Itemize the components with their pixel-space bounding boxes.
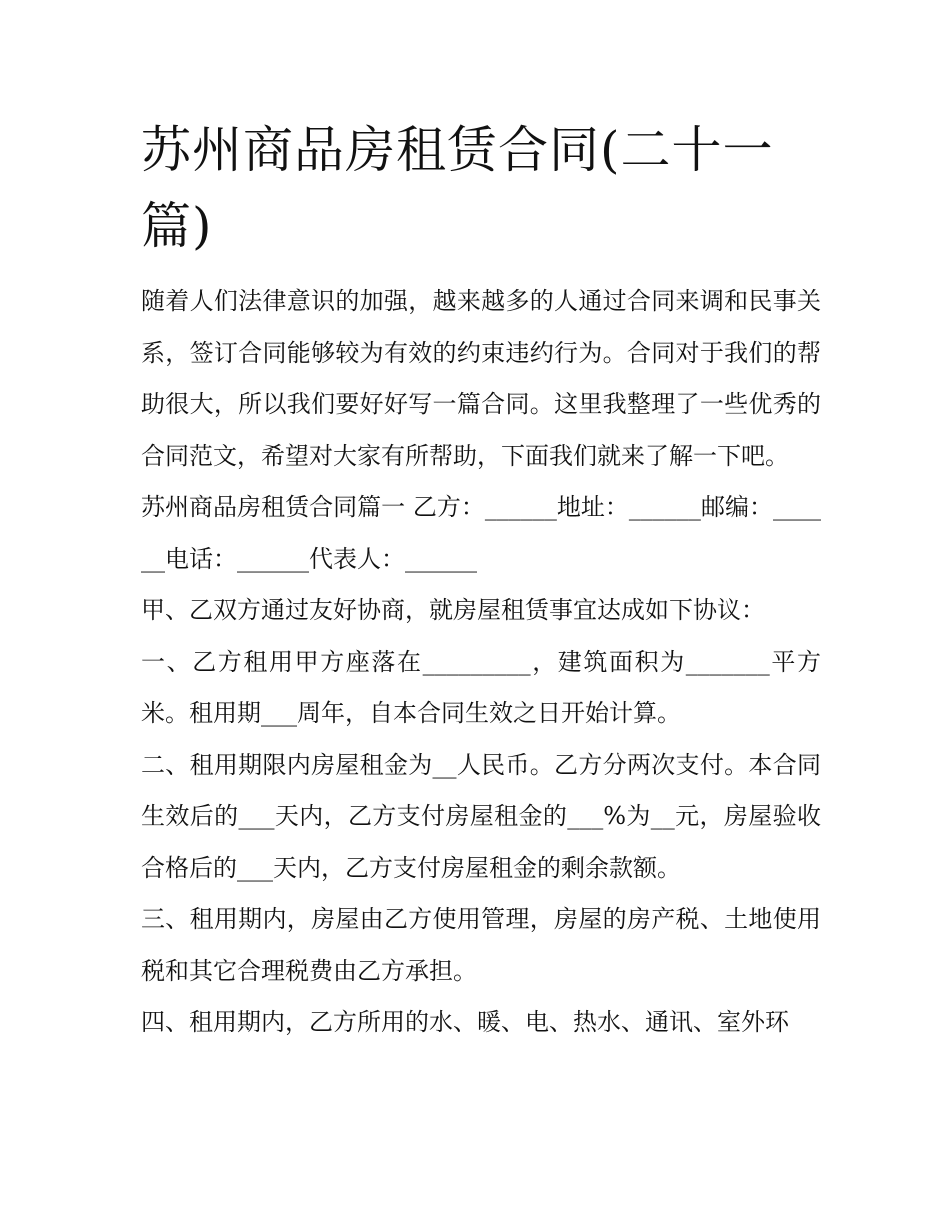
- clause-1-paragraph: 一、乙方租用甲方座落在_________，建筑面积为_______平方米。租用期___周年，自本合同生效之日开始计算。: [141, 647, 821, 727]
- clause-4-paragraph: 四、租用期内，乙方所用的水、暖、电、热水、通讯、室外环: [141, 1008, 789, 1036]
- clause-2-paragraph: 二、租用期限内房屋租金为__人民币。乙方分两次支付。本合同生效后的___天内，乙方支付房屋租金的___%为__元，房屋验收合格后的___天内，乙方支付房屋租金的剩余款额。: [141, 750, 821, 882]
- party-info-paragraph: 苏州商品房租赁合同篇一 乙方：______地址：______邮编：______电话：______代表人：______: [141, 493, 821, 573]
- intro-paragraph: 随着人们法律意识的加强，越来越多的人通过合同来调和民事关系，签订合同能够较为有效的约束违约行为。合同对于我们的帮助很大，所以我们要好好写一篇合同。这里我整理了一些优秀的合同范文，希望对大家有所帮助，下面我们就来了解一下吧。: [141, 287, 821, 470]
- agreement-intro-paragraph: 甲、乙双方通过友好协商，就房屋租赁事宜达成如下协议：: [141, 596, 765, 624]
- document-title: 苏州商品房租赁合同(二十一篇): [141, 121, 774, 255]
- document-body: [141, 276, 821, 1049]
- clause-3-paragraph: 三、租用期内，房屋由乙方使用管理，房屋的房产税、土地使用税和其它合理税费由乙方承担。: [141, 905, 821, 985]
